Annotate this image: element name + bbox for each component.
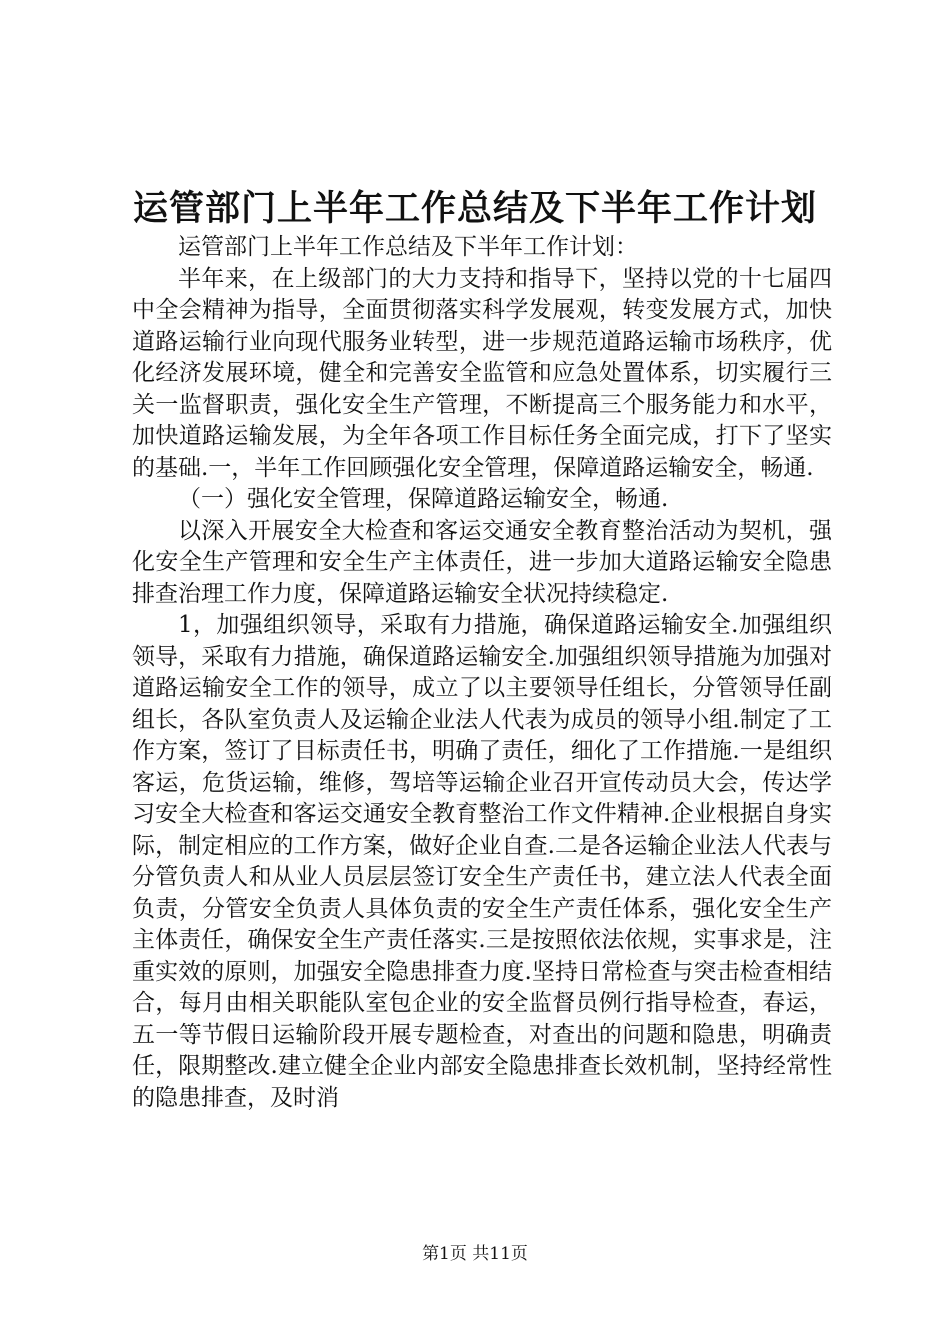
paragraph-safety: 以深入开展安全大检查和客运交通安全教育整治活动为契机，强化安全生产管理和安全生产主体责任，进一步加大道路运输安全隐患排查治理工作力度，保障道路运输安全状况持续稳定. — [132, 517, 832, 607]
document-title: 运管部门上半年工作总结及下半年工作计划 — [132, 188, 817, 229]
paragraph-intro: 运管部门上半年工作总结及下半年工作计划： — [178, 234, 638, 260]
section-heading: （一）强化安全管理，保障道路运输安全，畅通. — [178, 486, 669, 512]
document-body — [132, 232, 832, 1114]
paragraph-organization: 1，加强组织领导，采取有力措施，确保道路运输安全.加强组织领导，采取有力措施，确保道路运输安全.加强组织领导措施为加强对道路运输安全工作的领导，成立了以主要领导任组长，分管领导任副组长，各队室负责人及运输企业法人代表为成员的领导小组.制定了工作方案，签订了目标责任书，明确了责任，细化了工作措施.一是组织客运，危货运输，维修，驾培等运输企业召开宣传动员大会，传达学习安全大检查和客运交通安全教育整治工作文件精神.企业根据自身实际，制定相应的工作方案，做好企业自查.二是各运输企业法人代表与分管负责人和从业人员层层签订安全生产责任书，建立法人代表全面负责，分管安全负责人具体负责的安全生产责任体系，强化安全生产主体责任，确保安全生产责任落实.三是按照依法依规，实事求是，注重实效的原则，加强安全隐患排查力度.坚持日常检查与突击检查相结合，每月由相关职能队室包企业的安全监督员例行指导检查，春运，五一等节假日运输阶段开展专题检查，对查出的问题和隐患，明确责任，限期整改.建立健全企业内部安全隐患排查长效机制，坚持经常性的隐患排查，及时消 — [132, 612, 832, 1111]
paragraph-overview: 半年来，在上级部门的大力支持和指导下，坚持以党的十七届四中全会精神为指导，全面贯彻落实科学发展观，转变发展方式，加快道路运输行业向现代服务业转型，进一步规范道路运输市场秩序，优化经济发展环境，健全和完善安全监管和应急处置体系，切实履行三关一监督职责，强化安全生产管理，不断提高三个服务能力和水平，加快道路运输发展，为全年各项工作目标任务全面完成，打下了坚实的基础.一，半年工作回顾强化安全管理，保障道路运输安全，畅通. — [132, 265, 832, 481]
page-footer: 第1页 共11页 — [422, 1244, 528, 1264]
